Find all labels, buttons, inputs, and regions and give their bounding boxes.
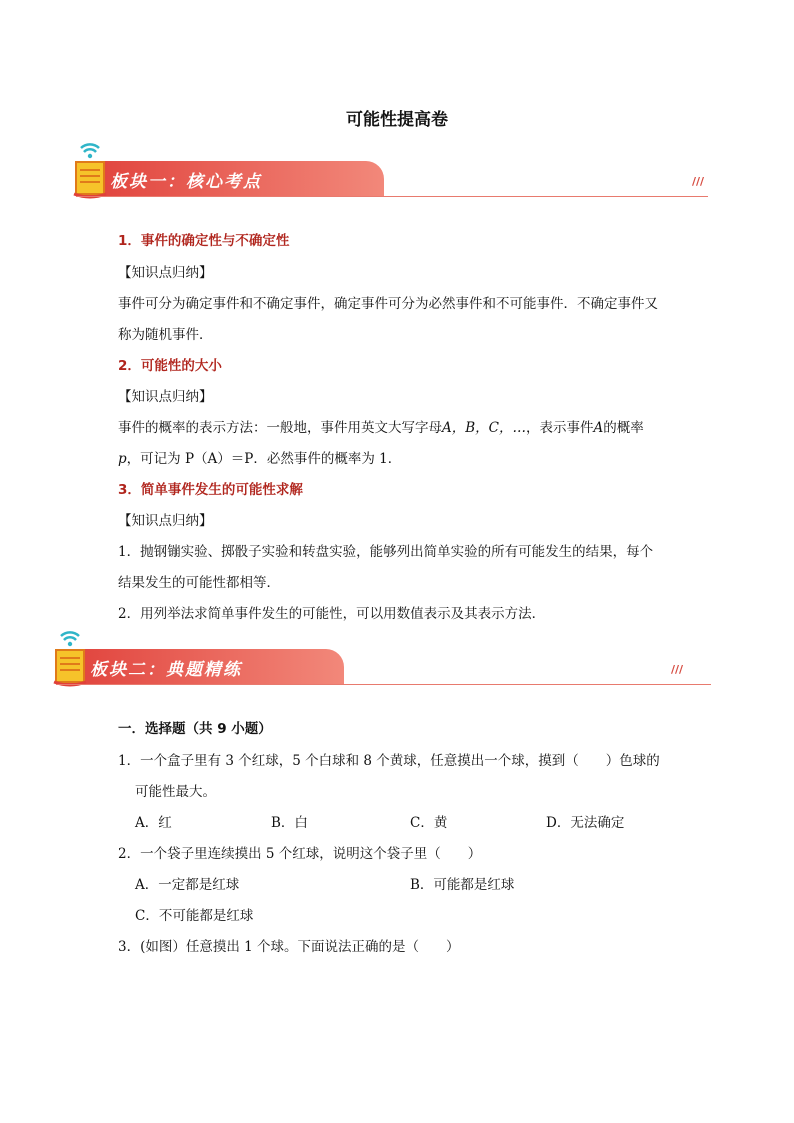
question-stem: 2．一个袋子里连续摸出 5 个红球，说明这个袋子里（ ） — [118, 846, 482, 862]
option-b: B．白 — [271, 815, 308, 831]
banner-title: 板块一：核心考点 — [110, 172, 262, 192]
banner-slash: /// — [692, 175, 705, 188]
knowledge-tag: 【知识点归纳】 — [118, 513, 213, 529]
book-icon — [48, 140, 110, 202]
section-heading-3: 3．简单事件发生的可能性求解 — [118, 482, 303, 498]
paragraph-line: 结果发生的可能性都相等． — [118, 575, 280, 591]
math-var: A，B，C，… — [442, 420, 526, 436]
paragraph-line — [118, 416, 644, 436]
banner-slash: /// — [671, 663, 684, 676]
banner-title: 板块二：典题精练 — [90, 660, 242, 680]
option-c: C．不可能都是红球 — [135, 908, 254, 924]
question-stem: 可能性最大。 — [135, 784, 216, 800]
math-var: p — [118, 451, 127, 467]
option-a: A．一定都是红球 — [135, 877, 240, 893]
text: ，表示事件 — [526, 420, 594, 436]
question-stem: 1．一个盒子里有 3 个红球，5 个白球和 8 个黄球，任意摸出一个球，摸到（ ）色球的 — [118, 753, 660, 769]
text: 事件的概率的表示方法：一般地，事件用英文大写字母 — [118, 420, 442, 436]
page-title: 可能性提高卷 — [346, 110, 448, 130]
book-icon — [28, 628, 90, 690]
math-var: A — [593, 420, 604, 436]
banner-rule — [56, 684, 711, 685]
question-section-heading: 一．选择题（共 9 小题） — [118, 721, 272, 737]
paragraph-line: 称为随机事件． — [118, 327, 213, 343]
section-heading-1: 1．事件的确定性与不确定性 — [118, 233, 290, 249]
section-banner-2 — [28, 628, 688, 690]
paragraph-line: 2．用列举法求简单事件发生的可能性，可以用数值表示及其表示方法． — [118, 606, 546, 622]
paragraph-line: 事件可分为确定事件和不确定事件，确定事件可分为必然事件和不可能事件．不确定事件又 — [118, 296, 658, 312]
text: ，可记为 P（A）＝P．必然事件的概率为 1． — [126, 451, 402, 467]
option-a: A．红 — [135, 815, 172, 831]
paragraph-line: 1．抛钢镚实验、掷骰子实验和转盘实验，能够列出简单实验的所有可能发生的结果，每个 — [118, 544, 654, 560]
knowledge-tag: 【知识点归纳】 — [118, 265, 213, 281]
section-heading-2: 2．可能性的大小 — [118, 358, 222, 374]
question-stem: 3．(如图）任意摸出 1 个球。下面说法正确的是（ ） — [118, 939, 460, 955]
text: 的概率 — [603, 420, 644, 436]
section-banner-1 — [48, 140, 708, 202]
knowledge-tag: 【知识点归纳】 — [118, 389, 213, 405]
option-b: B．可能都是红球 — [410, 877, 515, 893]
option-c: C．黄 — [410, 815, 448, 831]
paragraph-line — [118, 447, 401, 467]
banner-rule — [76, 196, 708, 197]
option-d: D．无法确定 — [546, 815, 625, 831]
